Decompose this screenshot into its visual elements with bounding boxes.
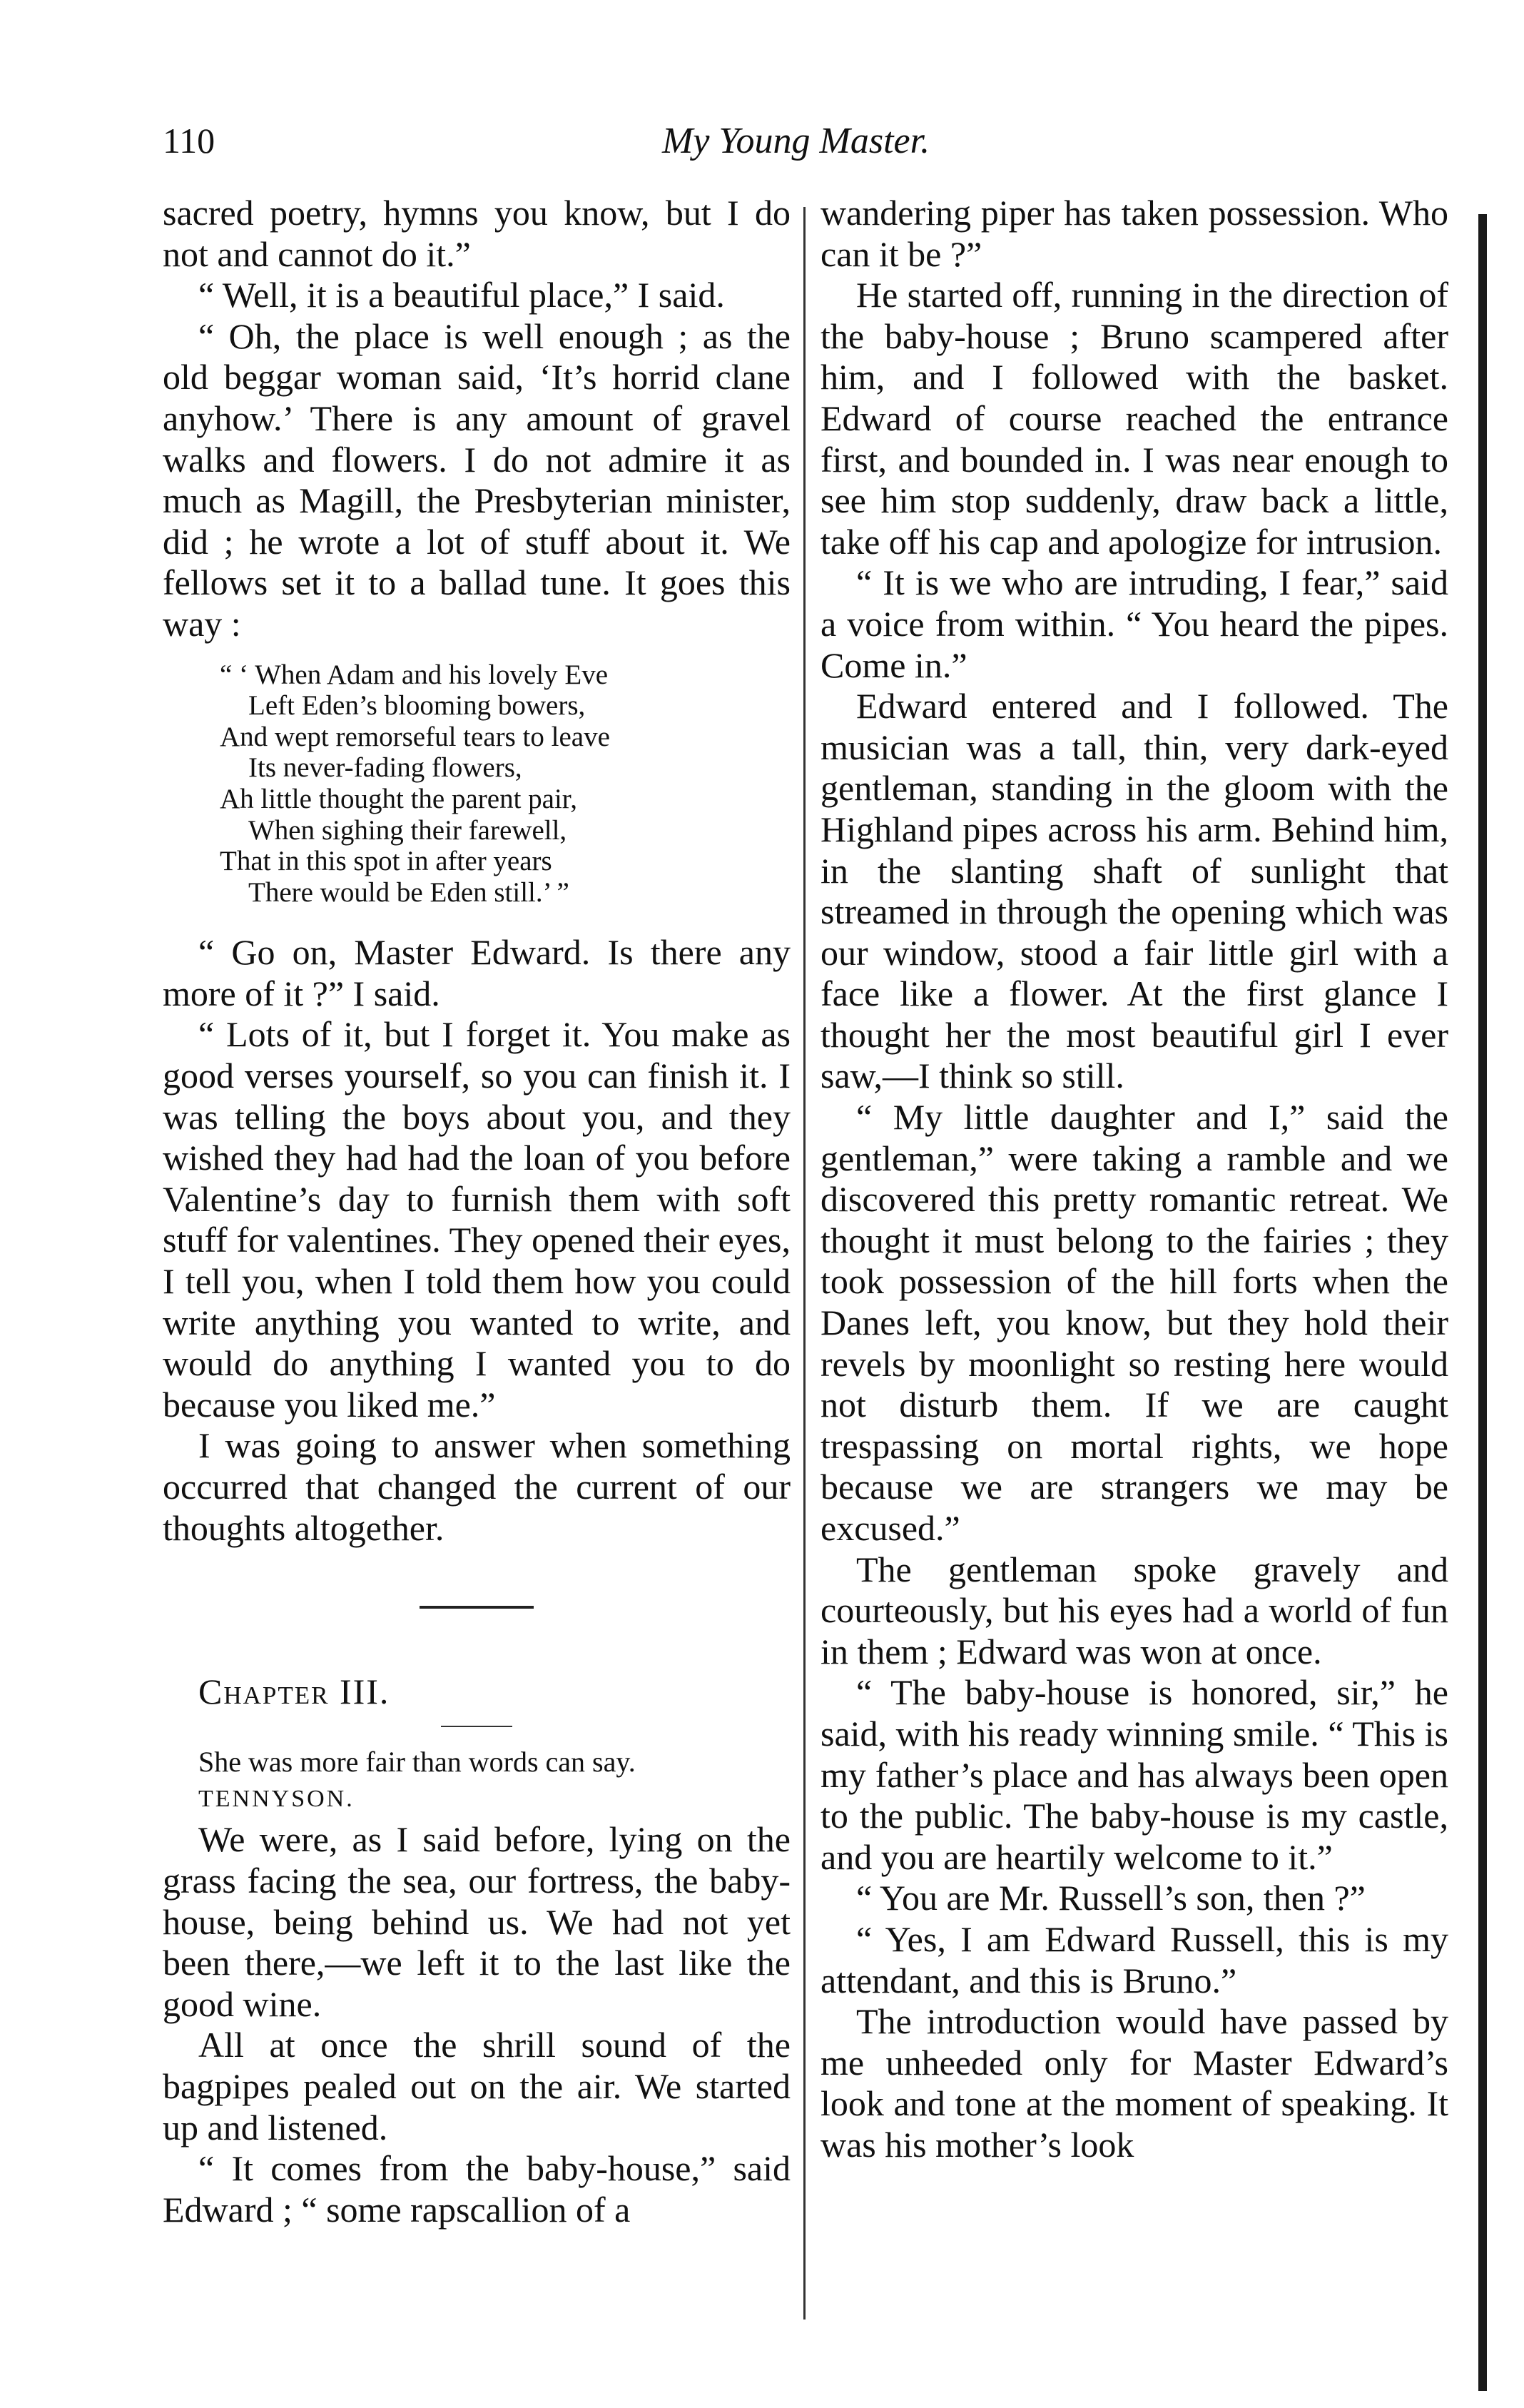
paragraph: We were, as I said before, lying on the grass facing the sea, our fortress, the baby-house, being behind us. We had not yet been there,—we left it to the last like the good wine. (163, 1819, 791, 2024)
paragraph: “ You are Mr. Russell’s son, then ?” (856, 1878, 1366, 1918)
paragraph: “ Go on, Master Edward. Is there any more of it ?” I said. (163, 932, 791, 1013)
poem-line: Its never-fading flowers, (248, 752, 522, 784)
paragraph: sacred poetry, hymns you know, but I do not and cannot do it.” (163, 193, 791, 274)
paragraph: “ The baby-house is honored, sir,” he said, with his ready winning smile. “ This is my father’s place and has always been open to the public. The baby-house is my castle, and you are heartily welcome to it.” (821, 1672, 1448, 1877)
paragraph: I was going to answer when something occurred that changed the current of our thoughts altogether. (163, 1425, 791, 1548)
column-divider (803, 207, 806, 2320)
chapter-heading (163, 1671, 791, 1713)
epigraph-attribution: TENNYSON. (198, 1785, 355, 1812)
right-column (821, 193, 1448, 2166)
running-header (163, 120, 1433, 170)
paragraph: “ Well, it is a beautiful place,” I said. (198, 275, 725, 315)
chapter-number: III. (339, 1671, 390, 1712)
paragraph: wandering piper has taken possession. Who can it be ?” (821, 193, 1448, 274)
paragraph: The gentleman spoke gravely and courteously, but his eyes had a world of fun in them ; Edward was won at once. (821, 1549, 1448, 1671)
paragraph: Edward entered and I followed. The musician was a tall, thin, very dark-eyed gentleman, standing in the gloom with the Highland pipes across his arm. Behind him, in the slanting shaft of sunlight that streamed in through the opening which was our window, stood a fair little girl with a face like a flower. At the first glance I thought her the most beautiful girl I ever saw,—I think so still. (821, 686, 1448, 1096)
paragraph: He started off, running in the direction of the baby-house ; Bruno scampered after him, and I followed with the basket. Edward of course reached the entrance first, and bounded in. I was near enough to see him stop suddenly, draw back a little, take off his cap and apologize for intrusion. (821, 275, 1448, 562)
paragraph: “ Oh, the place is well enough ; as the old beggar woman said, ‘It’s horrid clane anyhow.’ There is any amount of gravel walks and flowers. I do not admire it as much as Magill, the Presbyterian minister, did ; he wrote a lot of stuff about it. We fellows set it to a ballad tune. It goes this way : (163, 315, 791, 644)
paragraph: All at once the shrill sound of the bagpipes pealed out on the air. We started up and listened. (163, 2025, 791, 2148)
section-divider (420, 1606, 534, 1609)
chapter-word: Chapter (198, 1671, 330, 1712)
running-title: My Young Master. (662, 121, 930, 161)
poem-stanza (220, 659, 791, 909)
poem-line: When sighing their farewell, (248, 814, 567, 846)
epigraph: She was more fair than words can say. (198, 1745, 636, 1778)
left-column (163, 193, 791, 2230)
paragraph: “ It is we who are intruding, I fear,” said a voice from within. “ You heard the pipes. Come in.” (821, 562, 1448, 685)
page-edge-shadow (1478, 214, 1487, 2391)
poem-line: “ ‘ When Adam and his lovely Eve (220, 659, 609, 690)
paragraph: “ Lots of it, but I forget it. You make as good verses yourself, so you can finish it. I was telling the boys about you, and they wished they had had the loan of you before Valentine’s day to furnish them with soft stuff for valentines. They opened their eyes, I tell you, when I told them how you could write anything you wanted to write, and would do anything I wanted you to do because you liked me.” (163, 1014, 791, 1425)
chapter-rule (441, 1726, 512, 1727)
poem-line: Ah little thought the parent pair, (220, 783, 577, 814)
poem-line: Left Eden’s blooming bowers, (248, 690, 586, 722)
paragraph: “ My little daughter and I,” said the gentleman,” were taking a ramble and we discovered this pretty romantic retreat. We thought it must belong to the fairies ; they took possession of the hill forts when the Danes left, you know, but they hold their revels by moonlight so resting here would not disturb them. If we are caught trespassing on mortal rights, we hope because we are strangers we may be excused.” (821, 1097, 1448, 1548)
poem-line: That in this spot in after years (220, 846, 552, 877)
poem-line: And wept remorseful tears to leave (220, 721, 610, 752)
paragraph: “ Yes, I am Edward Russell, this is my attendant, and this is Bruno.” (821, 1918, 1448, 2000)
paragraph: The introduction would have passed by me unheeded only for Master Edward’s look and tone at the moment of speaking. It was his mother’s look (821, 2001, 1448, 2165)
poem-line: There would be Eden still.’ ” (248, 876, 569, 908)
paragraph: “ It comes from the baby-house,” said Edward ; “ some rapscallion of a (163, 2148, 791, 2230)
page-number: 110 (163, 121, 215, 161)
